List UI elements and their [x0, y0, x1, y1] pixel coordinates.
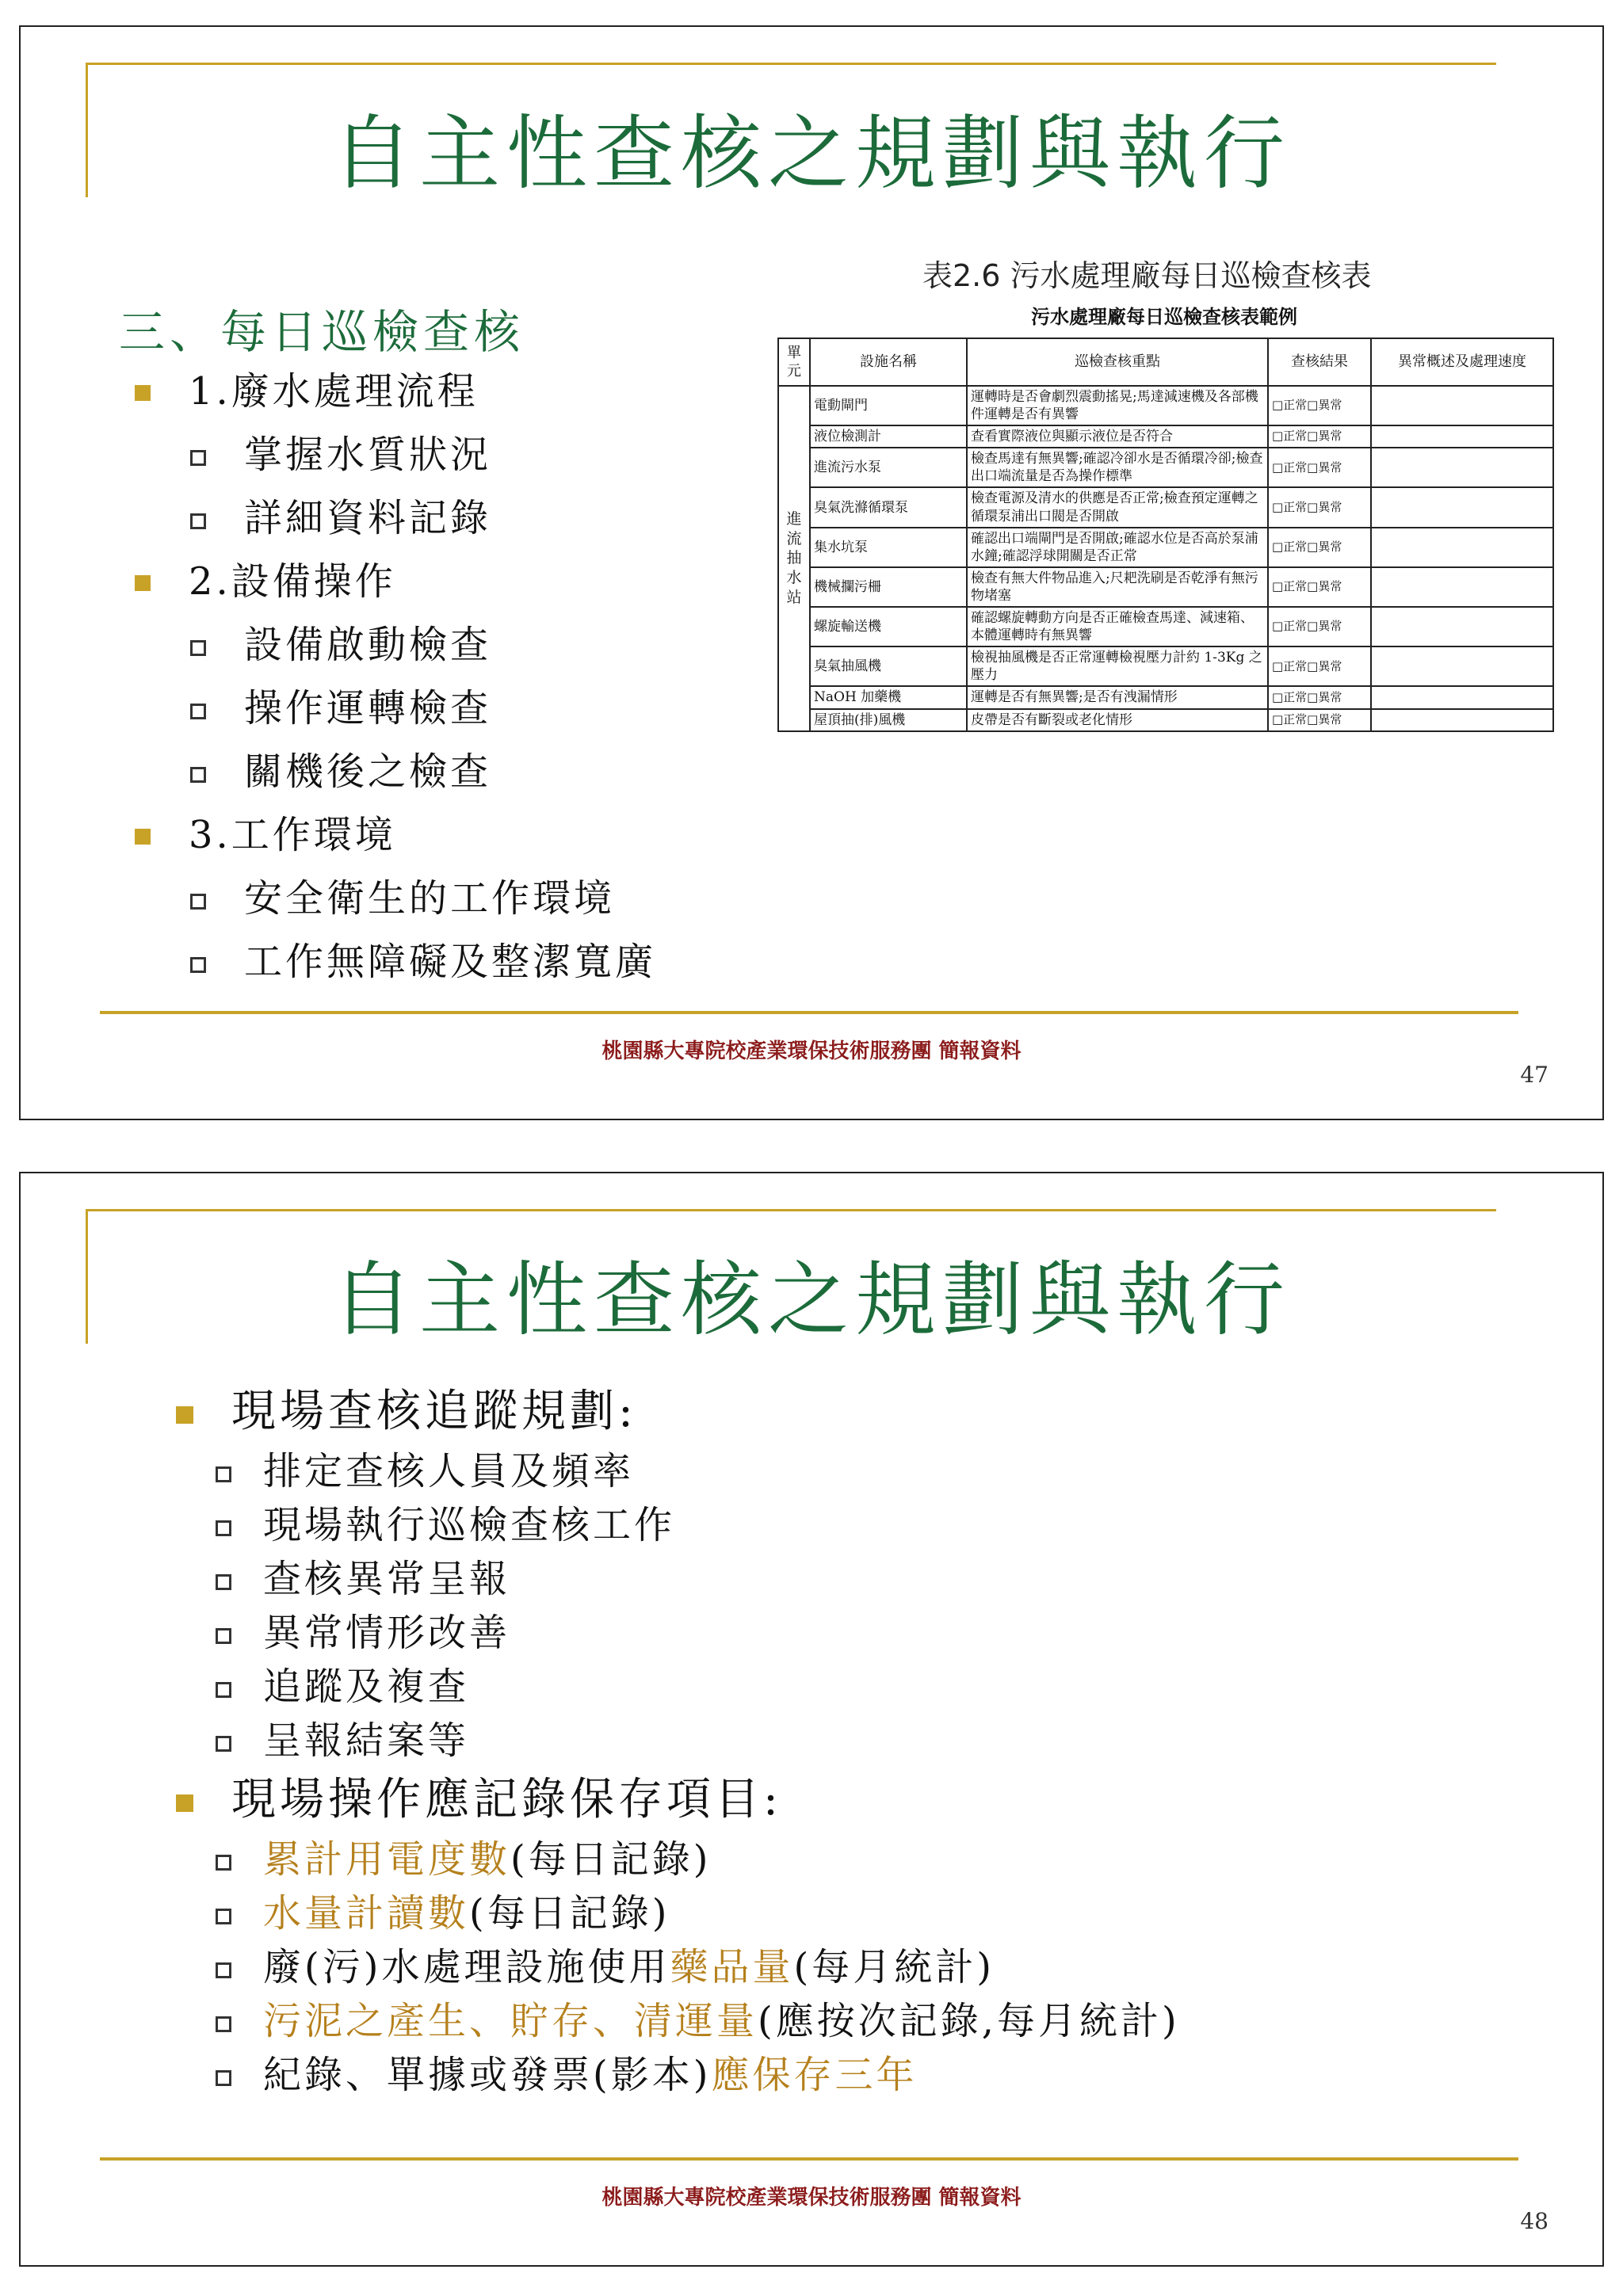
sub-bullet-text: 呈報結案等 [263, 1718, 470, 1763]
hollow-square-bullet-icon [216, 1909, 231, 1924]
sub-bullet-text: 現場執行巡檢查核工作 [263, 1503, 676, 1547]
sub-bullet-item [147, 1552, 1180, 1606]
square-bullet-icon [176, 1406, 193, 1424]
footer-divider [100, 2157, 1518, 2161]
slide-title: 自主性查核之規劃與執行 [332, 107, 1291, 201]
note-cell [1371, 607, 1553, 646]
hollow-square-bullet-icon [190, 450, 206, 466]
device-cell: 液位檢測計 [810, 425, 967, 448]
sub-bullet-text: 廢(污)水處理設施使用 [263, 1945, 670, 1989]
bullet-item [116, 550, 656, 613]
result-cell: □正常□異常 [1268, 567, 1371, 607]
hollow-square-bullet-icon [190, 957, 206, 973]
sub-bullet-text: 詳細資料記錄 [244, 496, 492, 540]
result-cell: □正常□異常 [1268, 386, 1371, 425]
table-row [778, 425, 1553, 448]
hollow-square-bullet-icon [216, 2016, 231, 2032]
title-accent-line [86, 63, 1496, 65]
bullet-list [147, 1379, 1180, 2102]
table-header-row [778, 338, 1553, 386]
check-point-cell: 查看實際液位與顯示液位是否符合 [967, 425, 1268, 448]
square-bullet-icon [135, 385, 151, 401]
sub-bullet-text: 設備啟動檢查 [244, 623, 492, 667]
check-point-cell: 檢視抽風機是否正常運轉檢視壓力計約 1-3Kg 之壓力 [967, 646, 1268, 686]
table-header-cell: 查核結果 [1268, 338, 1371, 386]
sub-bullet-item [116, 486, 656, 550]
check-point-cell: 確認出口端閘門是否開啟;確認水位是否高於泵浦水鐘;確認浮球開關是否正常 [967, 528, 1268, 567]
result-cell: □正常□異常 [1268, 607, 1371, 646]
result-cell: □正常□異常 [1268, 686, 1371, 708]
sub-bullet-item [147, 1714, 1180, 1768]
note-cell [1371, 709, 1553, 731]
hollow-square-bullet-icon [190, 513, 206, 529]
hollow-square-bullet-icon [190, 704, 206, 719]
table-row [778, 686, 1553, 708]
square-bullet-icon [176, 1794, 193, 1812]
bullet-item [116, 360, 656, 423]
sub-bullet-item [147, 1994, 1180, 2048]
sub-bullet-item [147, 1498, 1180, 1552]
highlight-text: 累計用電度數 [263, 1837, 511, 1882]
table-row [778, 646, 1553, 686]
hollow-square-bullet-icon [190, 640, 206, 656]
page-number: 47 [1520, 1062, 1549, 1088]
result-cell: □正常□異常 [1268, 528, 1371, 567]
check-point-cell: 皮帶是否有斷裂或老化情形 [967, 709, 1268, 731]
bullet-text: 現場操作應記錄保存項目: [231, 1774, 782, 1825]
note-cell [1371, 448, 1553, 487]
result-cell: □正常□異常 [1268, 646, 1371, 686]
bullet-text: 現場查核追蹤規劃: [231, 1386, 637, 1437]
sub-bullet-item [116, 613, 656, 677]
sub-bullet-item [116, 930, 656, 994]
slide-48 [19, 1172, 1604, 2267]
page-number: 48 [1520, 2208, 1549, 2234]
title-accent-line [86, 1209, 1496, 1211]
table-header-cell: 異常概述及處理速度 [1371, 338, 1553, 386]
highlight-text: 水量計讀數 [263, 1891, 470, 1936]
sub-bullet-item [147, 1606, 1180, 1660]
bullet-list [116, 360, 656, 994]
inspection-table [777, 338, 1554, 732]
sub-bullet-text: (每日記錄) [469, 1891, 670, 1936]
square-bullet-icon [135, 575, 151, 591]
check-point-cell: 檢查有無大件物品進入;尺耙洗刷是否乾淨有無污物堵塞 [967, 567, 1268, 607]
check-point-cell: 運轉是否有無異響;是否有洩漏情形 [967, 686, 1268, 708]
highlight-text: 藥品量 [670, 1945, 794, 1989]
hollow-square-bullet-icon [216, 1628, 231, 1644]
slide-title: 自主性查核之規劃與執行 [332, 1253, 1291, 1348]
sub-bullet-item [116, 423, 656, 486]
bullet-item [147, 1768, 1180, 1833]
sub-bullet-text: (每日記錄) [510, 1837, 712, 1882]
hollow-square-bullet-icon [216, 1736, 231, 1752]
note-cell [1371, 386, 1553, 425]
check-point-cell: 運轉時是否會劇烈震動搖晃;馬達減速機及各部機件運轉是否有異響 [967, 386, 1268, 425]
bullet-item [116, 803, 656, 867]
sub-bullet-text: 工作無障礙及整潔寬廣 [244, 940, 657, 984]
table-subtitle: 污水處理廠每日巡檢查核表範例 [1031, 305, 1297, 328]
hollow-square-bullet-icon [216, 1520, 231, 1536]
sub-bullet-text: (每月統計) [793, 1945, 995, 1989]
device-cell: 螺旋輸送機 [810, 607, 967, 646]
hollow-square-bullet-icon [216, 1466, 231, 1482]
hollow-square-bullet-icon [190, 894, 206, 910]
sub-bullet-item [147, 1444, 1180, 1498]
sub-bullet-text: 追蹤及複查 [263, 1665, 470, 1709]
result-cell: □正常□異常 [1268, 425, 1371, 448]
bullet-text: 1.廢水處理流程 [189, 369, 479, 414]
table-row [778, 386, 1553, 425]
table-header-cell: 巡檢查核重點 [967, 338, 1268, 386]
hollow-square-bullet-icon [216, 1682, 231, 1698]
footer-text: 桃園縣大專院校產業環保技術服務團 簡報資料 [601, 1039, 1022, 1063]
note-cell [1371, 425, 1553, 448]
sub-bullet-text: 掌握水質狀況 [244, 433, 492, 477]
device-cell: 臭氣洗滌循環泵 [810, 487, 967, 527]
sub-bullet-text: 排定查核人員及頻率 [263, 1449, 635, 1493]
sub-bullet-item [116, 677, 656, 740]
device-cell: NaOH 加藥機 [810, 686, 967, 708]
sub-bullet-text: (應按次記錄,每月統計) [758, 1999, 1180, 2043]
table-row [778, 528, 1553, 567]
sub-bullet-text: 操作運轉檢查 [244, 686, 492, 730]
bullet-text: 2.設備操作 [189, 559, 396, 604]
sub-bullet-item [147, 1833, 1180, 1886]
sub-bullet-item [116, 740, 656, 803]
check-point-cell: 確認螺旋轉動方向是否正確檢查馬達、減速箱、本體運轉時有無異響 [967, 607, 1268, 646]
unit-cell: 進流抽水站 [778, 386, 810, 731]
highlight-text: 應保存三年 [711, 2053, 918, 2097]
device-cell: 進流污水泵 [810, 448, 967, 487]
hollow-square-bullet-icon [216, 1855, 231, 1871]
footer-divider [100, 1011, 1518, 1014]
table-row [778, 567, 1553, 607]
hollow-square-bullet-icon [190, 767, 206, 783]
device-cell: 機械攔污柵 [810, 567, 967, 607]
check-point-cell: 檢查電源及清水的供應是否正常;檢查預定運轉之循環泵浦出口閥是否開啟 [967, 487, 1268, 527]
result-cell: □正常□異常 [1268, 709, 1371, 731]
device-cell: 屋頂抽(排)風機 [810, 709, 967, 731]
square-bullet-icon [135, 829, 151, 845]
table-caption: 表2.6 污水處理廠每日巡檢查核表 [922, 258, 1372, 293]
table-header-cell: 設施名稱 [810, 338, 967, 386]
device-cell: 集水坑泵 [810, 528, 967, 567]
result-cell: □正常□異常 [1268, 448, 1371, 487]
sub-bullet-text: 安全衛生的工作環境 [244, 876, 616, 921]
note-cell [1371, 487, 1553, 527]
slide-47 [19, 25, 1604, 1120]
device-cell: 電動閘門 [810, 386, 967, 425]
note-cell [1371, 646, 1553, 686]
table-row [778, 709, 1553, 731]
sub-bullet-item [147, 2048, 1180, 2102]
table-row [778, 487, 1553, 527]
note-cell [1371, 528, 1553, 567]
footer-text: 桃園縣大專院校產業環保技術服務團 簡報資料 [601, 2186, 1022, 2210]
section-heading: 三、每日巡檢查核 [119, 305, 525, 359]
hollow-square-bullet-icon [216, 1574, 231, 1590]
sub-bullet-text: 紀錄、單據或發票(影本) [263, 2053, 712, 2097]
bullet-item [147, 1379, 1180, 1444]
note-cell [1371, 686, 1553, 708]
table-header-cell: 單元 [778, 338, 810, 386]
sub-bullet-item [147, 1886, 1180, 1940]
sub-bullet-text: 查核異常呈報 [263, 1557, 511, 1601]
hollow-square-bullet-icon [216, 1962, 231, 1978]
sub-bullet-item [147, 1940, 1180, 1994]
bullet-text: 3.工作環境 [189, 813, 396, 857]
note-cell [1371, 567, 1553, 607]
result-cell: □正常□異常 [1268, 487, 1371, 527]
sub-bullet-text: 關機後之檢查 [244, 749, 492, 794]
table-row [778, 607, 1553, 646]
hollow-square-bullet-icon [216, 2070, 231, 2086]
sub-bullet-item [116, 867, 656, 930]
table-row [778, 448, 1553, 487]
highlight-text: 污泥之產生、貯存、清運量 [263, 1999, 758, 2043]
sub-bullet-item [147, 1660, 1180, 1714]
check-point-cell: 檢查馬達有無異響;確認冷卻水是否循環冷卻;檢查出口端流量是否為操作標準 [967, 448, 1268, 487]
device-cell: 臭氣抽風機 [810, 646, 967, 686]
sub-bullet-text: 異常情形改善 [263, 1611, 511, 1655]
